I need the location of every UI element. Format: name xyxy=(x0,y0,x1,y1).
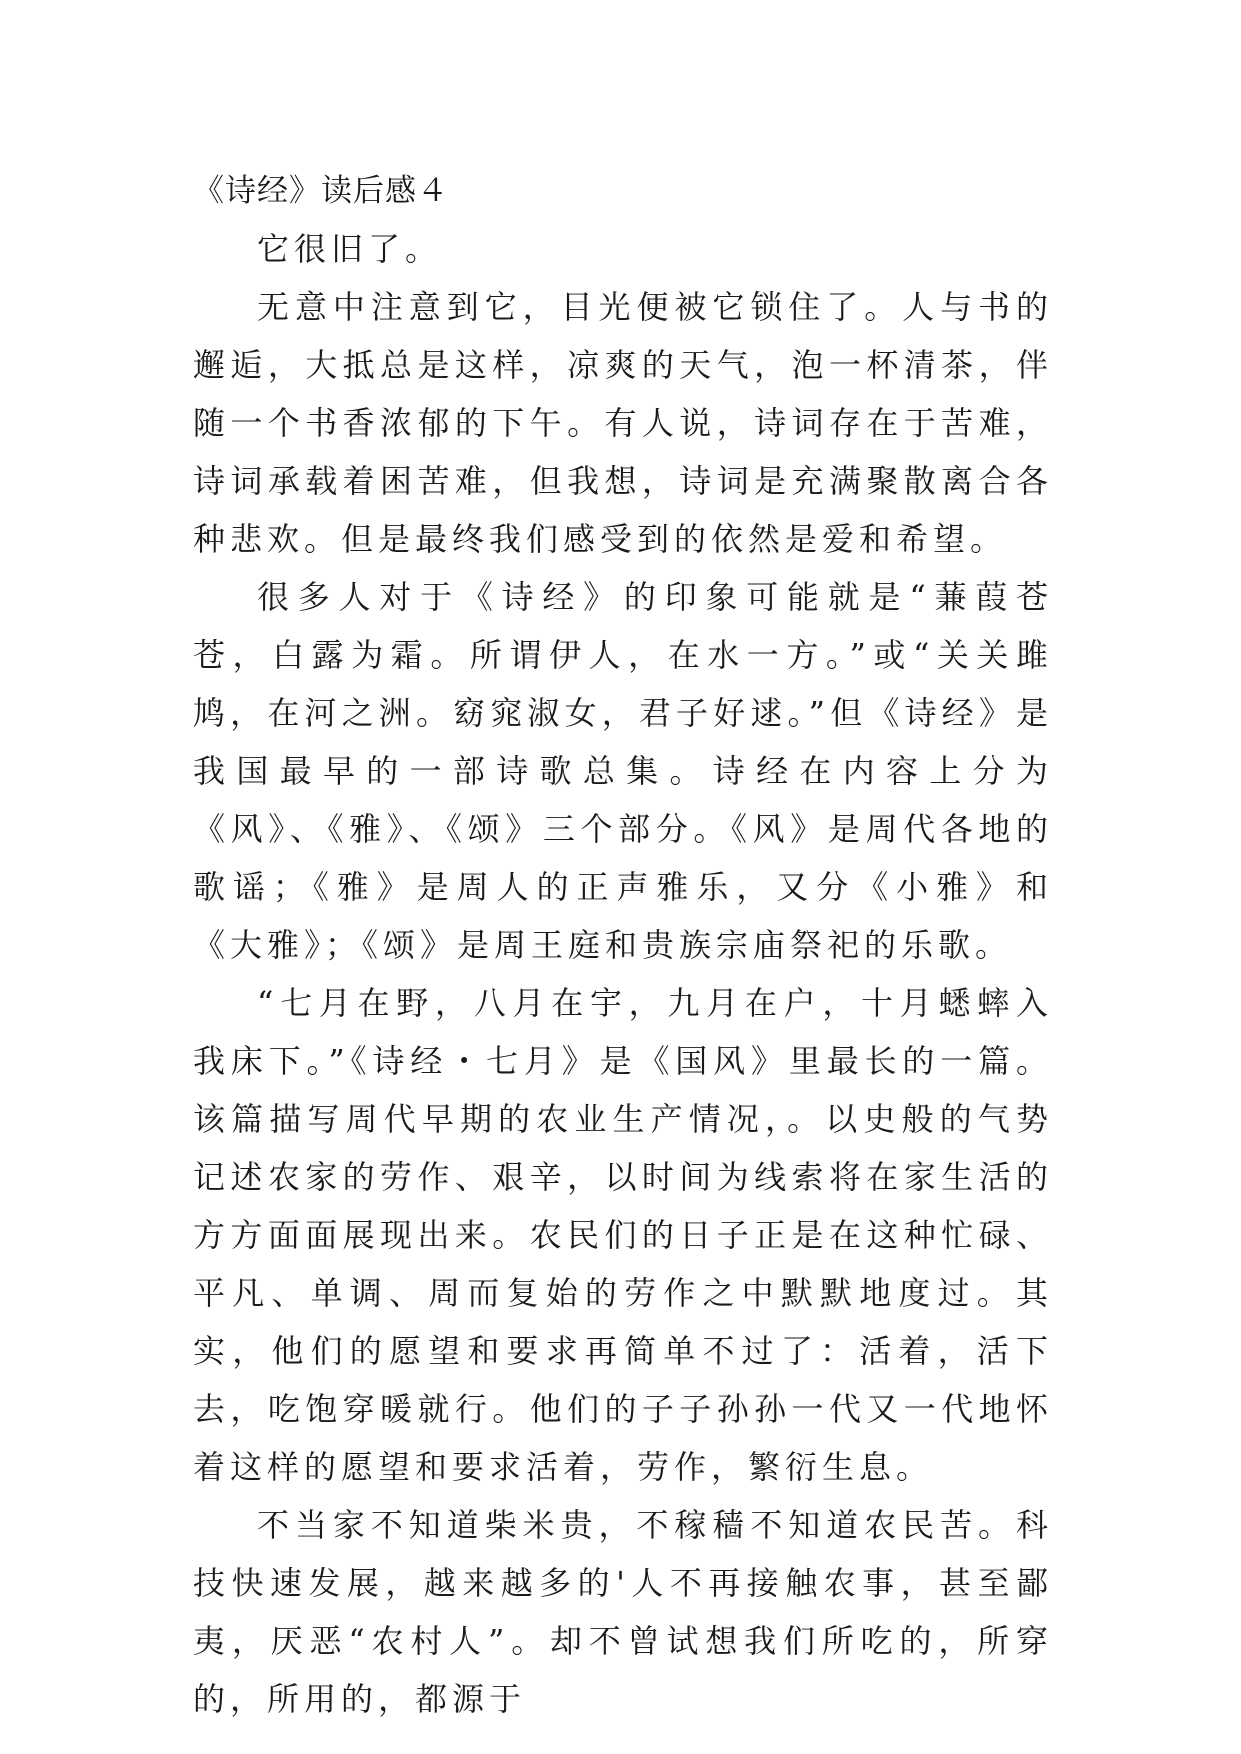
paragraph-4: “七月在野，八月在宇，九月在户，十月蟋蟀入我床下。”《诗经・七月》是《国风》里最长的一篇。该篇描写周代早期的农业生产情况，。以史般的气势记述农家的劳作、艰辛，以时间为线索将在家生活的方方面面展现出来。农民们的日子正是在这种忙碌、平凡、单调、周而复始的劳作之中默默地度过。其实，他们的愿望和要求再简单不过了：活着，活下去，吃饱穿暖就行。他们的子子孙孙一代又一代地怀着这样的愿望和要求活着，劳作，繁衍生息。 xyxy=(193,984,1053,1486)
paragraph-5: 不当家不知道柴米贵，不稼穑不知道农民苦。科技快速发展，越来越多的'人不再接触农事，甚至鄙夷，厌恶“农村人”。却不曾试想我们所吃的，所穿的，所用的，都源于 xyxy=(193,1506,1053,1718)
paragraph-1: 它很旧了。 xyxy=(257,230,443,268)
paragraph-2: 无意中注意到它，目光便被它锁住了。人与书的邂逅，大抵总是这样，凉爽的天气，泡一杯清茶，伴随一个书香浓郁的下午。有人说，诗词存在于苦难，诗词承载着困苦难，但我想，诗词是充满聚散离合各种悲欢。但是最终我们感受到的依然是爱和希望。 xyxy=(193,288,1053,558)
document-title: 《诗经》读后感４ xyxy=(193,173,449,209)
document-body xyxy=(193,162,1053,1728)
paragraph-3: 很多人对于《诗经》的印象可能就是“蒹葭苍苍，白露为霜。所谓伊人，在水一方。”或“关关雎鸠，在河之洲。窈窕淑女，君子好逑。”但《诗经》是我国最早的一部诗歌总集。诗经在内容上分为《风》、《雅》、《颂》三个部分。《风》是周代各地的歌谣；《雅》是周人的正声雅乐，又分《小雅》和《大雅》；《颂》是周王庭和贵族宗庙祭祀的乐歌。 xyxy=(193,578,1053,964)
